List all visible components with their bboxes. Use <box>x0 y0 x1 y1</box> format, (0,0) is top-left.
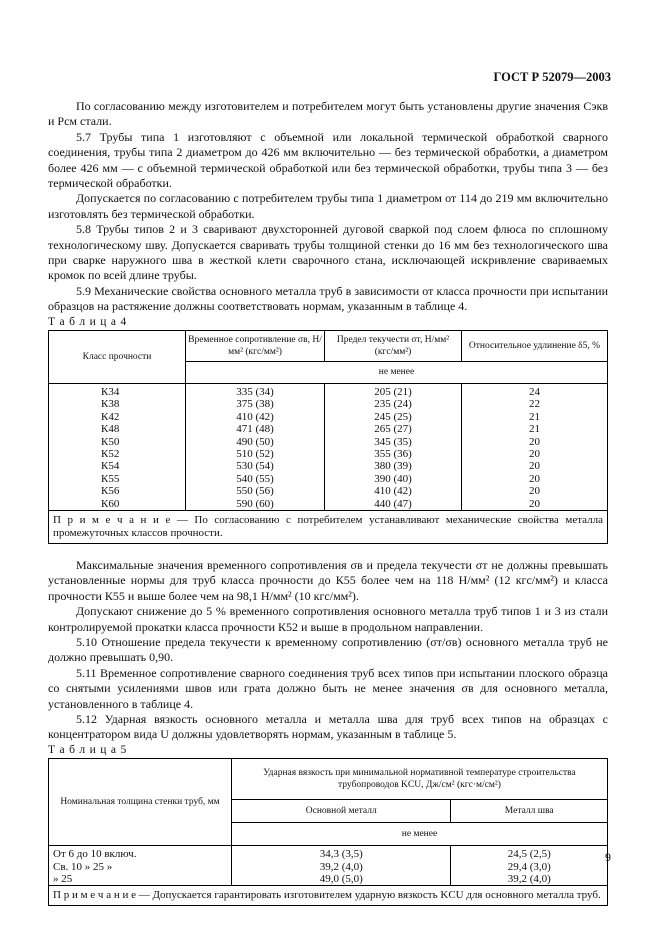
table4-cell: 471 (48) <box>236 423 274 436</box>
table4-cell: К56 <box>101 485 120 498</box>
table4-header-tensile: Временное сопротивление σв, Н/мм² (кгс/мм²) <box>186 331 325 362</box>
table4-cell: К42 <box>101 410 120 423</box>
table5-note <box>49 886 608 906</box>
table4-cell: 440 (47) <box>374 497 412 510</box>
page-content <box>48 99 608 906</box>
table4-cell: К55 <box>101 472 120 485</box>
table4-header-yield: Предел текучести σт, Н/мм² (кгс/мм²) <box>325 331 462 362</box>
table4-cell: 20 <box>529 497 540 510</box>
table4-cell: 235 (24) <box>374 398 412 411</box>
paragraph: Допускают снижение до 5 % временного сопротивления основного металла труб типов 1 и 3 из стали контролируемой прокатки класса прочности К52 и выше в продольном направлении. <box>48 604 608 634</box>
table5-min-label: не менее <box>232 823 608 846</box>
table4-cell: 20 <box>529 460 540 473</box>
paragraph: 5.12 Ударная вязкость основного металла и металла шва для труб всех типов на образцах с концентратором вида U должны удовлетворять нормам, указанным в таблице 5. <box>48 712 608 742</box>
note-label: П р и м е ч а н и е <box>53 514 171 526</box>
table4-cell: 530 (54) <box>236 460 274 473</box>
table4-cell: К48 <box>101 423 120 436</box>
table4-yield-column <box>325 384 462 511</box>
table5-caption: Т а б л и ц а 5 <box>48 743 128 756</box>
table5-thickness-column <box>49 846 232 886</box>
document-id: ГОСТ Р 52079—2003 <box>493 70 611 84</box>
note-text: — По согласованию с потребителем устанавливают механические свойства металла промежуточных классов прочности. <box>53 514 603 539</box>
table4-cell: 24 <box>529 386 540 399</box>
table4-cell: 21 <box>529 423 540 436</box>
table5-cell: 49,0 (5,0) <box>319 873 363 886</box>
table4-caption: Т а б л и ц а 4 <box>48 315 128 328</box>
paragraph: Допускается по согласованию с потребителем трубы типа 1 диаметром от 114 до 219 мм включительно изготовлять без термической обработки. <box>48 191 608 221</box>
table4-cell: 375 (38) <box>236 398 274 411</box>
table4-cell: 20 <box>529 485 540 498</box>
paragraph: 5.11 Временное сопротивление сварного соединения труб всех типов при испытании плоского образца со снятыми усилениями швов или грата должно быть не менее значения σв для основного металла, установленного в таблице 4. <box>48 665 608 711</box>
page-number: 9 <box>605 850 611 864</box>
table4-cell: 390 (40) <box>374 472 412 485</box>
table5-cell: » 25 <box>53 873 73 886</box>
table5-weld-column <box>451 846 608 886</box>
table4-cell: 335 (34) <box>236 386 274 399</box>
table5-cell: 39,2 (4,0) <box>507 873 551 886</box>
table4-cell: 265 (27) <box>374 423 412 436</box>
table4-cell: 245 (25) <box>374 410 412 423</box>
table4-cell: 380 (39) <box>374 460 412 473</box>
table4-cell: 205 (21) <box>374 386 412 399</box>
table4-cell: 490 (50) <box>236 435 274 448</box>
table5-cell: 34,3 (3,5) <box>319 848 363 861</box>
table5 <box>48 758 608 906</box>
table4-cell: 355 (36) <box>374 448 412 461</box>
table4-cell: 410 (42) <box>236 410 274 423</box>
table5-header-impact: Ударная вязкость при минимальной нормативной температуре строительства трубопроводов KCU, Дж/см² (кгс·м/см²) <box>232 759 608 800</box>
table4-cell: 540 (55) <box>236 472 274 485</box>
table5-cell: 29,4 (3,0) <box>507 860 551 873</box>
paragraph: 5.10 Отношение предела текучести к временному сопротивлению (σт/σв) основного металла труб не должно превышать 0,90. <box>48 635 608 665</box>
table4-cell: 20 <box>529 435 540 448</box>
table5-cell: 39,2 (4,0) <box>319 860 363 873</box>
table4-cell: 21 <box>529 410 540 423</box>
table4-cell: К52 <box>101 448 120 461</box>
table4-cell: К60 <box>101 497 120 510</box>
paragraph: 5.8 Трубы типов 2 и 3 сваривают двухсторонней дуговой сваркой под слоем флюса по сплошному технологическому шву. Допускается сваривать трубы толщиной стенки до 16 мм без технологического шва при сварке наружного шва в жесткой клети сварочного стана, исключающей искривление свариваемых кромок по всей длине трубы. <box>48 222 608 283</box>
paragraph: Максимальные значения временного сопротивления σв и предела текучести σт не должны превышать установленные нормы для труб класса прочности до К55 более чем на 118 Н/мм² (12 кгс/мм²) и класса прочности К55 и выше более чем на 98,1 Н/мм² (10 кгс/мм²). <box>48 558 608 603</box>
table5-cell: 24,5 (2,5) <box>507 848 551 861</box>
table4-cell: 590 (60) <box>236 497 274 510</box>
table4-note <box>49 511 608 544</box>
table4-cell: 410 (42) <box>374 485 412 498</box>
table5-cell: От 6 до 10 включ. <box>53 848 137 861</box>
note-text: — Допускается гарантировать изготовителем ударную вязкость KCU для основного металла труб. <box>136 889 601 902</box>
table5-header-base: Основной металл <box>232 800 451 823</box>
table4-elong-column <box>462 384 608 511</box>
table4-cell: 550 (56) <box>236 485 274 498</box>
table4-min-label: не менее <box>186 362 608 384</box>
table4-cell: 20 <box>529 448 540 461</box>
table5-cell: Св. 10 » 25 » <box>53 860 113 873</box>
table4-cell: 510 (52) <box>236 448 274 461</box>
paragraph: 5.7 Трубы типа 1 изготовляют с объемной или локальной термической обработкой сварного соединения, трубы типа 2 диаметром до 426 мм включительно — без термической обработки, а диаметром более 426 мм — с объемной термической обработкой или без термической обработки, трубы типа 3 — без термической обработки. <box>48 129 608 191</box>
table4-header-class: Класс прочности <box>49 331 186 384</box>
table4-tensile-column <box>186 384 325 511</box>
paragraph: По согласованию между изготовителем и потребителем могут быть установлены другие значения Cэкв и Pсм стали. <box>48 99 608 129</box>
table5-base-column <box>232 846 451 886</box>
table4-cell: 345 (35) <box>374 435 412 448</box>
table5-header-thickness: Номинальная толщина стенки труб, мм <box>49 759 232 846</box>
table5-header-weld: Металл шва <box>451 800 608 823</box>
table4-header-elong: Относительное удлинение δ5, % <box>462 331 608 362</box>
table4-cell: К54 <box>101 460 120 473</box>
table4-cell: К50 <box>101 435 120 448</box>
table4-cell: 20 <box>529 472 540 485</box>
table4-cell: К38 <box>101 398 120 411</box>
table4 <box>48 330 608 544</box>
note-label: П р и м е ч а н и е <box>53 889 136 902</box>
paragraph: 5.9 Механические свойства основного металла труб в зависимости от класса прочности при испытании образцов на растяжение должны соответствовать нормам, указанным в таблице 4. <box>48 283 608 314</box>
table4-cell: К34 <box>101 386 120 399</box>
table4-class-column <box>49 384 186 511</box>
table4-cell: 22 <box>529 398 540 411</box>
